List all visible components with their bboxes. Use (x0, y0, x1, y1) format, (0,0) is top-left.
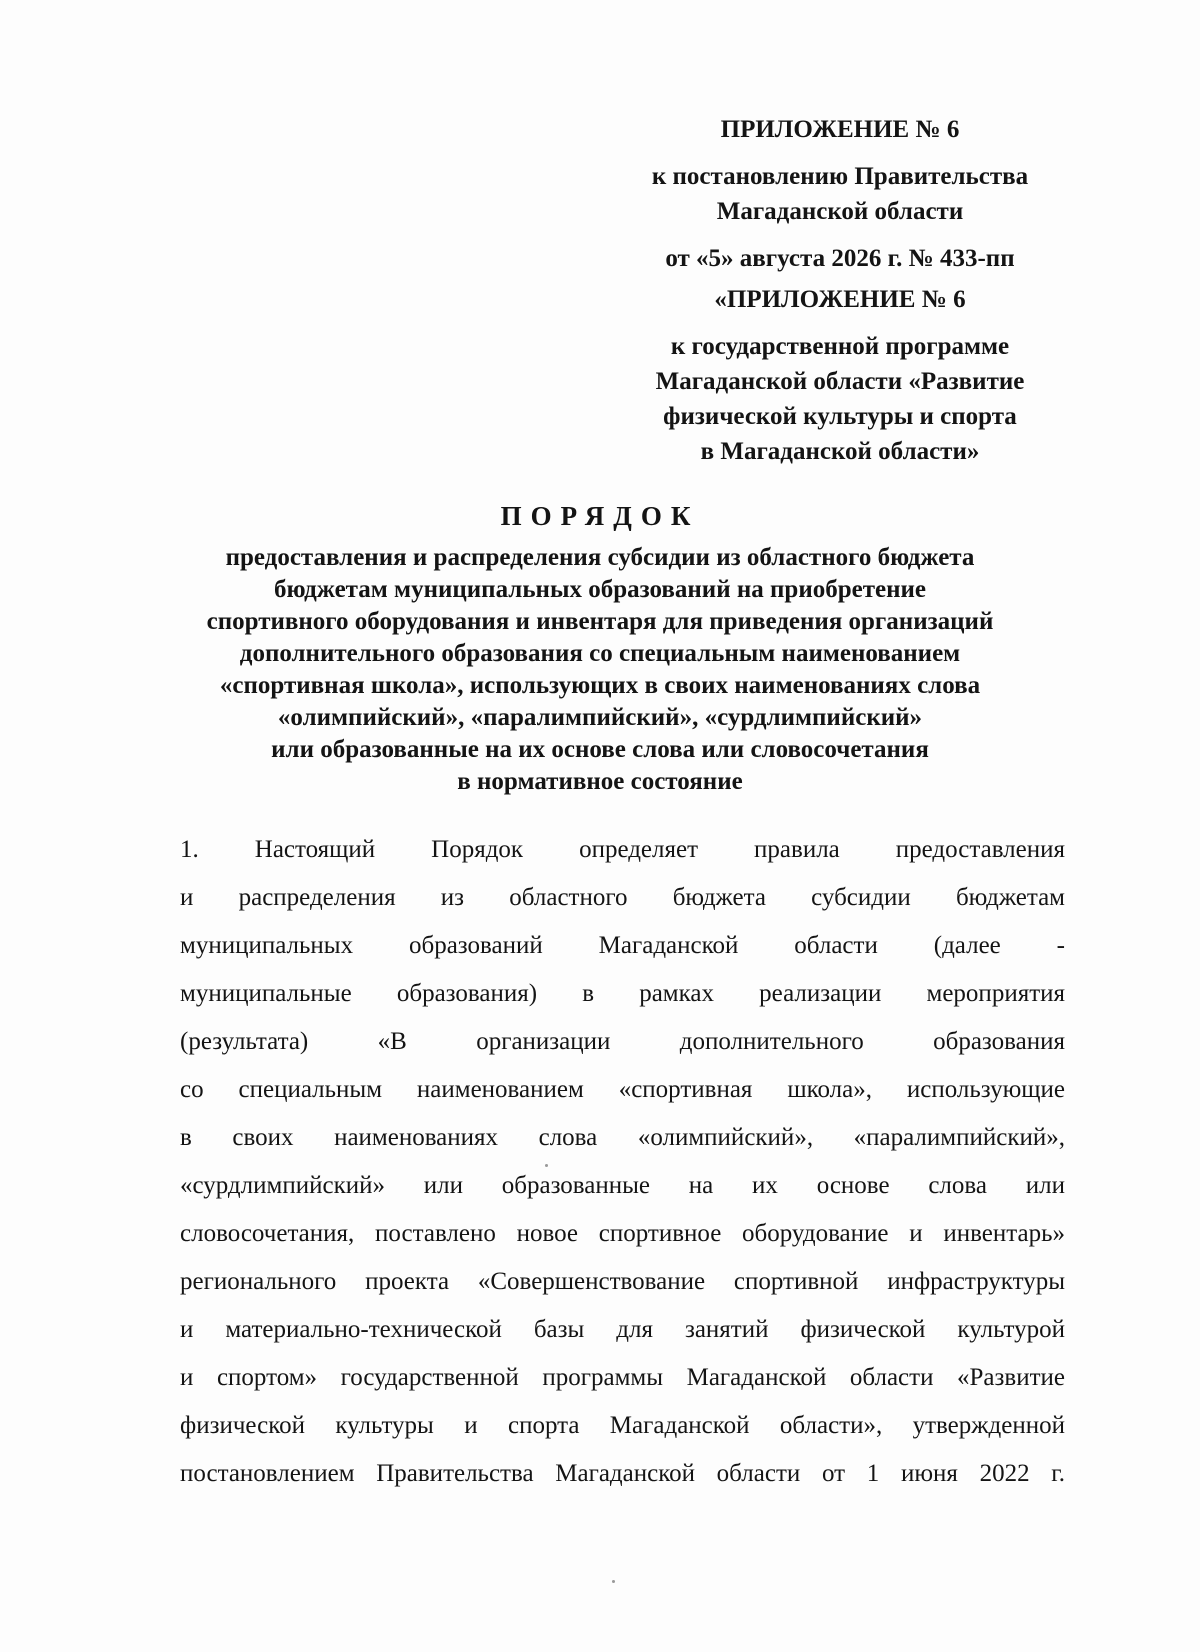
scan-speck (545, 1164, 548, 1167)
subtitle-line: дополнительного образования со специальным наименованием (239, 640, 961, 667)
body-line: 1. Настоящий Порядок определяет правила предоставления (180, 836, 1065, 863)
order-subtitle (150, 542, 1050, 798)
body-line: регионального проекта «Совершенствование спортивной инфраструктуры (180, 1268, 1065, 1295)
resolution-date-number: от «5» августа 2026 г. № 433-пп (665, 245, 1015, 272)
body-line: и спортом» государственной программы Магаданской области «Развитие (180, 1364, 1065, 1391)
resolution-line-1: к постановлению Правительства (651, 163, 1029, 190)
body-line: в своих наименованиях слова «олимпийский», «паралимпийский», (180, 1124, 1065, 1151)
order-heading (150, 496, 1050, 798)
body-line: муниципальных образований Магаданской области (далее - (180, 932, 1065, 959)
subtitle-line: бюджетам муниципальных образований на приобретение (273, 576, 927, 603)
subtitle-line: предоставления и распределения субсидии из областного бюджета (225, 544, 975, 571)
subtitle-line: или образованные на их основе слова или словосочетания (271, 736, 929, 763)
body-paragraph-1 (180, 826, 1065, 1498)
body-line: и распределения из областного бюджета субсидии бюджетам (180, 884, 1065, 911)
order-title: ПОРЯДОК (500, 501, 700, 531)
subtitle-line: «олимпийский», «паралимпийский», «сурдлимпийский» (277, 704, 923, 731)
program-line-3: физической культуры и спорта (663, 403, 1017, 430)
body-line: и материально-технической базы для занятий физической культурой (180, 1316, 1065, 1343)
resolution-line-2: Магаданской области (716, 198, 964, 225)
subtitle-line: «спортивная школа», использующих в своих наименованиях слова (219, 672, 981, 699)
program-header (600, 282, 1080, 469)
scan-speck (612, 1580, 615, 1583)
appendix-title: ПРИЛОЖЕНИЕ № 6 (720, 116, 960, 143)
subtitle-line: в нормативное состояние (457, 768, 743, 795)
appendix-header (600, 112, 1080, 276)
program-line-4: в Магаданской области» (700, 438, 980, 465)
body-line: физической культуры и спорта Магаданской области», утвержденной (180, 1412, 1065, 1439)
body-line: постановлением Правительства Магаданской области от 1 июня 2022 г. (180, 1460, 1065, 1487)
body-line: словосочетания, поставлено новое спортивное оборудование и инвентарь» (180, 1220, 1065, 1247)
subtitle-line: спортивного оборудования и инвентаря для приведения организаций (206, 608, 994, 635)
body-line: муниципальные образования) в рамках реализации мероприятия (180, 980, 1065, 1007)
body-line: (результата) «В организации дополнительного образования (180, 1028, 1065, 1055)
program-appendix-title: «ПРИЛОЖЕНИЕ № 6 (714, 286, 966, 313)
program-line-2: Магаданской области «Развитие (655, 368, 1025, 395)
body-line: со специальным наименованием «спортивная школа», использующие (180, 1076, 1065, 1103)
program-line-1: к государственной программе (670, 333, 1010, 360)
body-line: «сурдлимпийский» или образованные на их основе слова или (180, 1172, 1065, 1199)
